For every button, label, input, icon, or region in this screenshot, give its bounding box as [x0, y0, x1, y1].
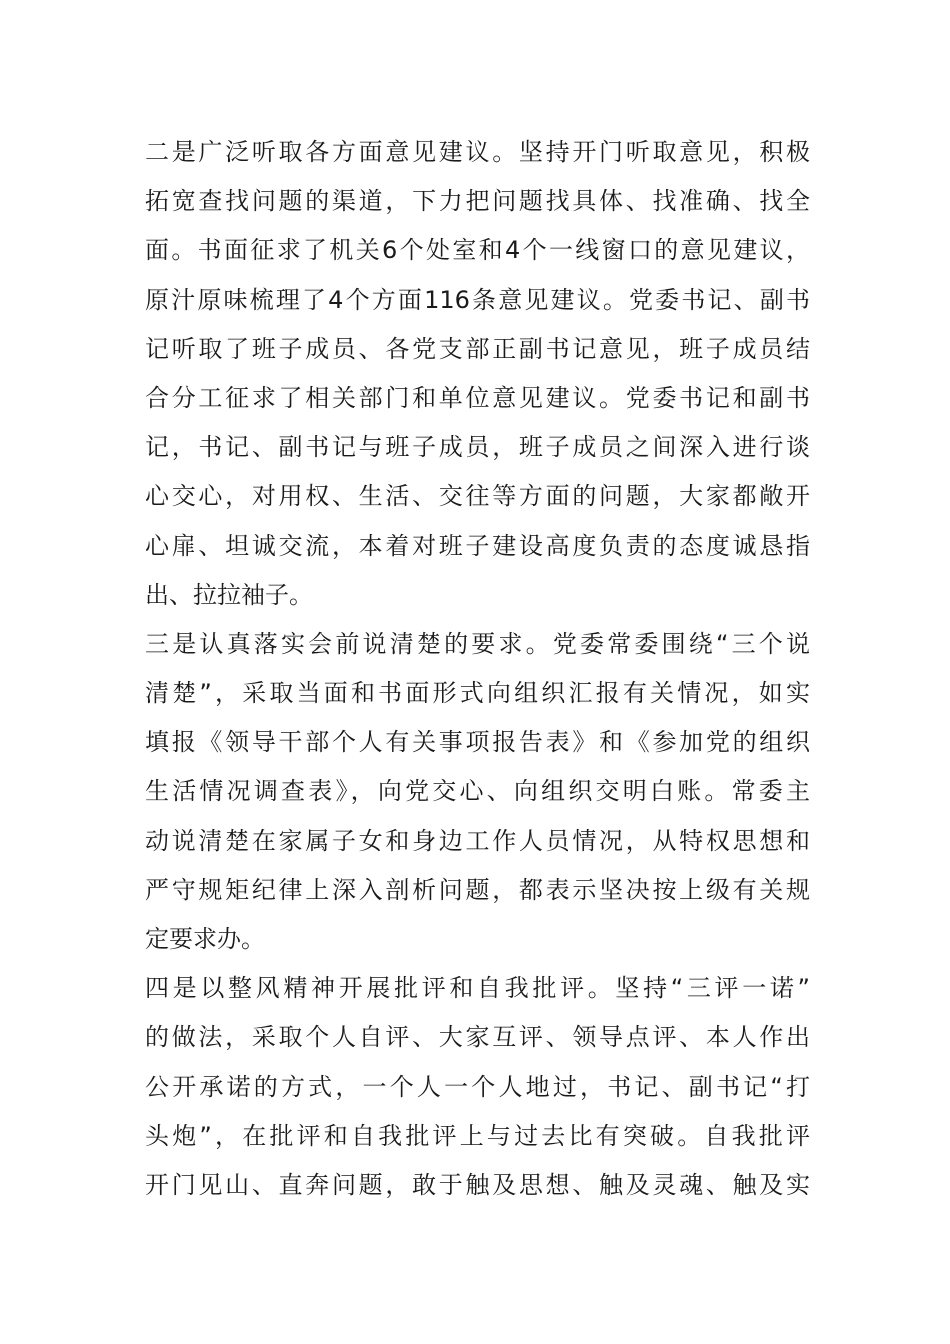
text-line: 开门见山、直奔问题，敢于触及思想、触及灵魂、触及实 [145, 1170, 810, 1199]
body-text [145, 128, 810, 1210]
text-line: 四是以整风精神开展批评和自我批评。坚持“三评一诺” [145, 974, 810, 1003]
paragraph-criticism [145, 964, 810, 1210]
text-line: 清楚”，采取当面和书面形式向组织汇报有关情况，如实 [145, 679, 810, 708]
text-line: 心交心，对用权、生活、交往等方面的问题，大家都敞开 [145, 482, 810, 511]
text-line: 二是广泛听取各方面意见建议。坚持开门听取意见，积极 [145, 138, 810, 166]
text-line: 动说清楚在家属子女和身边工作人员情况，从特权思想和 [145, 826, 810, 855]
text-line: 心扉、坦诚交流，本着对班子建设高度负责的态度诚恳指 [145, 531, 810, 560]
text-line: 填报《领导干部个人有关事项报告表》和《参加党的组织 [145, 728, 810, 757]
text-line: 合分工征求了相关部门和单位意见建议。党委书记和副书 [145, 383, 810, 412]
text-line: 拓宽查找问题的渠道，下力把问题找具体、找准确、找全 [145, 187, 810, 216]
text-line: 定要求办。 [145, 925, 265, 953]
text-line: 面。书面征求了机关6个处室和4个一线窗口的意见建议， [145, 236, 810, 265]
text-line: 的做法，采取个人自评、大家互评、领导点评、本人作出 [145, 1023, 810, 1052]
paragraph-opinions [145, 128, 810, 620]
text-line: 原汁原味梳理了4个方面116条意见建议。党委书记、副书 [145, 285, 810, 314]
text-line: 生活情况调查表》，向党交心、向组织交明白账。常委主 [145, 777, 810, 806]
text-line: 记听取了班子成员、各党支部正副书记意见，班子成员结 [145, 334, 810, 363]
paragraph-clarify [145, 620, 810, 964]
text-line: 出、拉拉袖子。 [145, 580, 313, 609]
text-line: 三是认真落实会前说清楚的要求。党委常委围绕“三个说 [145, 629, 810, 658]
text-line: 头炮”，在批评和自我批评上与过去比有突破。自我批评 [145, 1121, 810, 1150]
text-line: 公开承诺的方式，一个人一个人地过，书记、副书记“打 [145, 1072, 810, 1101]
text-line: 严守规矩纪律上深入剖析问题，都表示坚决按上级有关规 [145, 875, 810, 904]
text-line: 记，书记、副书记与班子成员，班子成员之间深入进行谈 [145, 433, 810, 462]
